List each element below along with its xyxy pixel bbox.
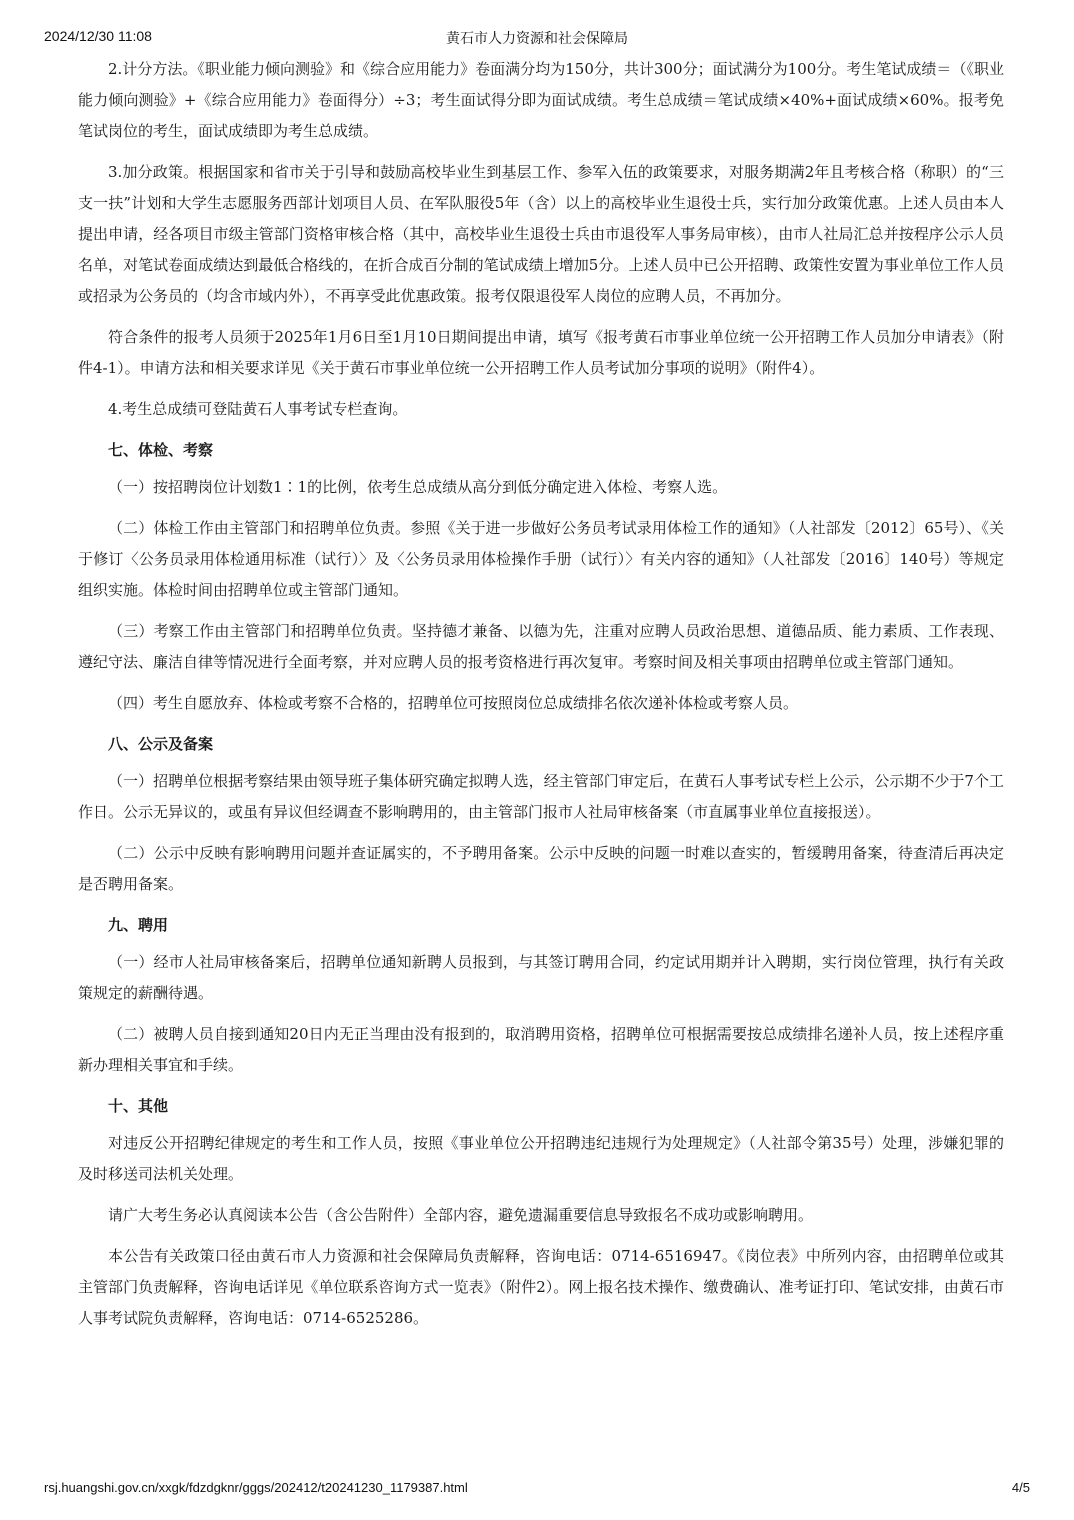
paragraph-exam-ratio: （一）按招聘岗位计划数1∶1的比例，依考生总成绩从高分到低分确定进入体检、考察人选。 xyxy=(108,478,728,496)
heading-publicity: 八、公示及备案 xyxy=(108,735,214,753)
heading-employment: 九、聘用 xyxy=(108,916,169,934)
paragraph-score-query: 4.考生总成绩可登陆黄石人事考试专栏查询。 xyxy=(108,400,408,418)
heading-other: 十、其他 xyxy=(108,1097,169,1115)
paragraph-employment-cancel: （二）被聘人员自接到通知20日内无正当理由没有报到的，取消聘用资格，招聘单位可根据需要按总成绩排名递补人员，按上述程序重新办理相关事宜和手续。 xyxy=(78,1025,1004,1074)
print-datetime: 2024/12/30 11:08 xyxy=(44,28,152,44)
page-number: 4/5 xyxy=(1011,1480,1030,1495)
site-title: 黄石市人力资源和社会保障局 xyxy=(446,30,628,46)
heading-medical-exam: 七、体检、考察 xyxy=(108,441,214,459)
paragraph-medical-exam: （二）体检工作由主管部门和招聘单位负责。参照《关于进一步做好公务员考试录用体检工作的通知》（人社部发〔2012〕65号）、《关于修订〈公务员录用体检通用标准（试行）〉及〈公务员录用体检操作手册（试行）〉有关内容的通知》（人社部发〔2016〕140号）等规定组织实施。体检时间由招聘单位或主管部门通知。 xyxy=(78,519,1004,599)
article-body xyxy=(78,54,1004,1344)
paragraph-read-notice: 请广大考生务必认真阅读本公告（含公告附件）全部内容，避免遗漏重要信息导致报名不成功或影响聘用。 xyxy=(108,1206,814,1224)
paragraph-contact: 本公告有关政策口径由黄石市人力资源和社会保障局负责解释，咨询电话：0714-6516947。《岗位表》中所列内容，由招聘单位或其主管部门负责解释，咨询电话详见《单位联系咨询方式一览表》（附件2）。网上报名技术操作、缴费确认、准考证打印、笔试安排，由黄石市人事考试院负责解释，咨询电话：0714-6525286。 xyxy=(78,1247,1004,1327)
paragraph-publicity-period: （一）招聘单位根据考察结果由领导班子集体研究确定拟聘人选，经主管部门审定后，在黄石人事考试专栏上公示，公示期不少于7个工作日。公示无异议的，或虽有异议但经调查不影响聘用的，由主管部门报市人社局审核备案（市直属事业单位直接报送）。 xyxy=(78,772,1004,821)
paragraph-inspection: （三）考察工作由主管部门和招聘单位负责。坚持德才兼备、以德为先，注重对应聘人员政治思想、道德品质、能力素质、工作表现、遵纪守法、廉洁自律等情况进行全面考察，并对应聘人员的报考资格进行再次复审。考察时间及相关事项由招聘单位或主管部门通知。 xyxy=(78,622,1004,671)
paragraph-bonus-application: 符合条件的报考人员须于2025年1月6日至1月10日期间提出申请，填写《报考黄石市事业单位统一公开招聘工作人员加分申请表》（附件4-1）。申请方法和相关要求详见《关于黄石市事业单位统一公开招聘工作人员考试加分事项的说明》（附件4）。 xyxy=(78,328,1004,377)
paragraph-publicity-issues: （二）公示中反映有影响聘用问题并查证属实的，不予聘用备案。公示中反映的问题一时难以查实的，暂缓聘用备案，待查清后再决定是否聘用备案。 xyxy=(78,844,1004,893)
page-url: rsj.huangshi.gov.cn/xxgk/fdzdgknr/gggs/202412/t20241230_1179387.html xyxy=(44,1480,468,1495)
paragraph-scoring-method: 2.计分方法。《职业能力倾向测验》和《综合应用能力》卷面满分均为150分，共计300分；面试满分为100分。考生笔试成绩＝（《职业能力倾向测验》+《综合应用能力》卷面得分）÷3；考生面试得分即为面试成绩。考生总成绩＝笔试成绩×40%+面试成绩×60%。报考免笔试岗位的考生，面试成绩即为考生总成绩。 xyxy=(78,60,1004,140)
paragraph-discipline: 对违反公开招聘纪律规定的考生和工作人员，按照《事业单位公开招聘违纪违规行为处理规定》（人社部令第35号）处理，涉嫌犯罪的及时移送司法机关处理。 xyxy=(78,1134,1004,1183)
paragraph-bonus-policy: 3.加分政策。根据国家和省市关于引导和鼓励高校毕业生到基层工作、参军入伍的政策要求，对服务期满2年且考核合格（称职）的“三支一扶”计划和大学生志愿服务西部计划项目人员、在军队服役5年（含）以上的高校毕业生退役士兵，实行加分政策优惠。上述人员由本人提出申请，经各项目市级主管部门资格审核合格（其中，高校毕业生退役士兵由市退役军人事务局审核），由市人社局汇总并按程序公示人员名单，对笔试卷面成绩达到最低合格线的，在折合成百分制的笔试成绩上增加5分。上述人员中已公开招聘、政策性安置为事业单位工作人员或招录为公务员的（均含市域内外），不再享受此优惠政策。报考仅限退役军人岗位的应聘人员，不再加分。 xyxy=(78,163,1004,305)
paragraph-replacement: （四）考生自愿放弃、体检或考察不合格的，招聘单位可按照岗位总成绩排名依次递补体检或考察人员。 xyxy=(108,694,799,712)
paragraph-employment-contract: （一）经市人社局审核备案后，招聘单位通知新聘人员报到，与其签订聘用合同，约定试用期并计入聘期，实行岗位管理，执行有关政策规定的薪酬待遇。 xyxy=(78,953,1004,1002)
